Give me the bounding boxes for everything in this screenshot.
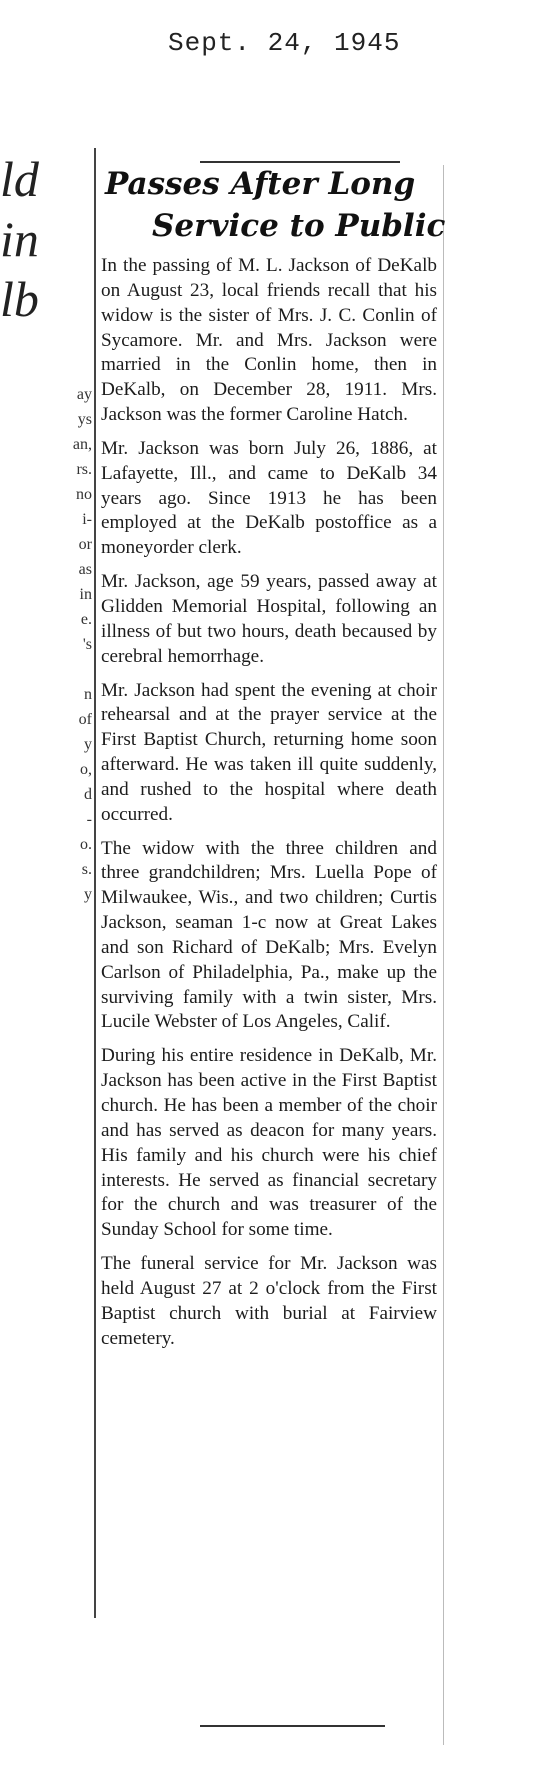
adjacent-text-fragment: an,	[72, 436, 92, 453]
adjacent-text-fragment: ay	[76, 386, 92, 403]
article-paragraph: The funeral service for Mr. Jackson was held August 27 at 2 o'clock from the First Baptist church with burial at Fairview cemetery.	[101, 1253, 437, 1349]
clipping-date: Sept. 24, 1945	[168, 28, 401, 58]
adjacent-text-fragment: in	[79, 586, 92, 603]
article-paragraph: Mr. Jackson had spent the evening at choir rehearsal and at the prayer service at the First Baptist Church, returning home soon afterward. He was taken ill quite suddenly, and rushed to the hospital where death occurred.	[101, 679, 437, 825]
bottom-rule	[200, 1725, 385, 1727]
adjacent-text-fragment: d	[84, 786, 92, 803]
adjacent-text-fragment: o.	[80, 836, 92, 853]
article-body	[101, 254, 437, 1351]
article-paragraph: During his entire residence in DeKalb, Mr. Jackson has been active in the First Baptist church. He has been a member of the choir and has served as deacon for many years. His family and his church were his chief interests. He served as financial secretary for the church and was treasurer of the Sunday School for some time.	[101, 1045, 437, 1241]
article-paragraph: Mr. Jackson, age 59 years, passed away at Glidden Memorial Hospital, following an illness of but two hours, death becaused by cerebral hemorrhage.	[101, 571, 437, 667]
clipping-edge	[443, 165, 444, 1745]
adjacent-text-fragment: y	[84, 886, 92, 903]
article-paragraph: Mr. Jackson was born July 26, 1886, at Lafayette, Ill., and came to DeKalb 34 years ago. Since 1913 he has been employed at the DeKalb postoffice as a moneyorder clerk.	[101, 437, 437, 559]
adjacent-text-fragment: as	[78, 561, 92, 578]
adjacent-text-fragment: s.	[81, 861, 92, 878]
headline-line-1: Passes After Long	[105, 166, 416, 202]
adjacent-text-fragment: o,	[80, 761, 92, 778]
adjacent-headline-fragment: in	[0, 211, 39, 267]
adjacent-headline-fragment: lb	[0, 271, 39, 327]
adjacent-text-fragment: or	[78, 536, 92, 553]
column-divider	[94, 148, 96, 1618]
adjacent-text-fragment: n	[84, 686, 92, 703]
article-paragraph: In the passing of M. L. Jackson of DeKalb on August 23, local friends recall that his widow is the sister of Mrs. J. C. Conlin of Sycamore. Mr. and Mrs. Jackson were married in the Conlin home, then in DeKalb, on December 28, 1911. Mrs. Jackson was the former Caroline Hatch.	[101, 255, 437, 426]
adjacent-column-fragment	[0, 0, 90, 1789]
article-paragraph: The widow with the three children and three grandchildren; Mrs. Luella Pope of Milwaukee, Wis., and two children; Curtis Jackson, seaman 1-c now at Great Lakes and son Richard of DeKalb; Mrs. Evelyn Carlson of Philadelphia, Pa., make up the surviving family with a twin sister, Mrs. Lucile Webster of Los Angeles, Calif.	[101, 837, 437, 1033]
adjacent-text-fragment: i-	[82, 511, 92, 528]
adjacent-text-fragment: -	[86, 811, 92, 828]
adjacent-text-fragment: y	[84, 736, 92, 753]
adjacent-headline-fragment: ld	[0, 151, 39, 207]
headline-line-2: Service to Public	[152, 208, 446, 244]
adjacent-text-fragment: no	[76, 486, 92, 503]
top-rule	[200, 161, 400, 163]
adjacent-text-fragment: e.	[80, 611, 92, 628]
adjacent-text-fragment: of	[78, 711, 92, 728]
adjacent-text-fragment: ys	[77, 411, 92, 428]
adjacent-text-fragment: rs.	[76, 461, 92, 478]
adjacent-text-fragment: 's	[82, 636, 92, 653]
